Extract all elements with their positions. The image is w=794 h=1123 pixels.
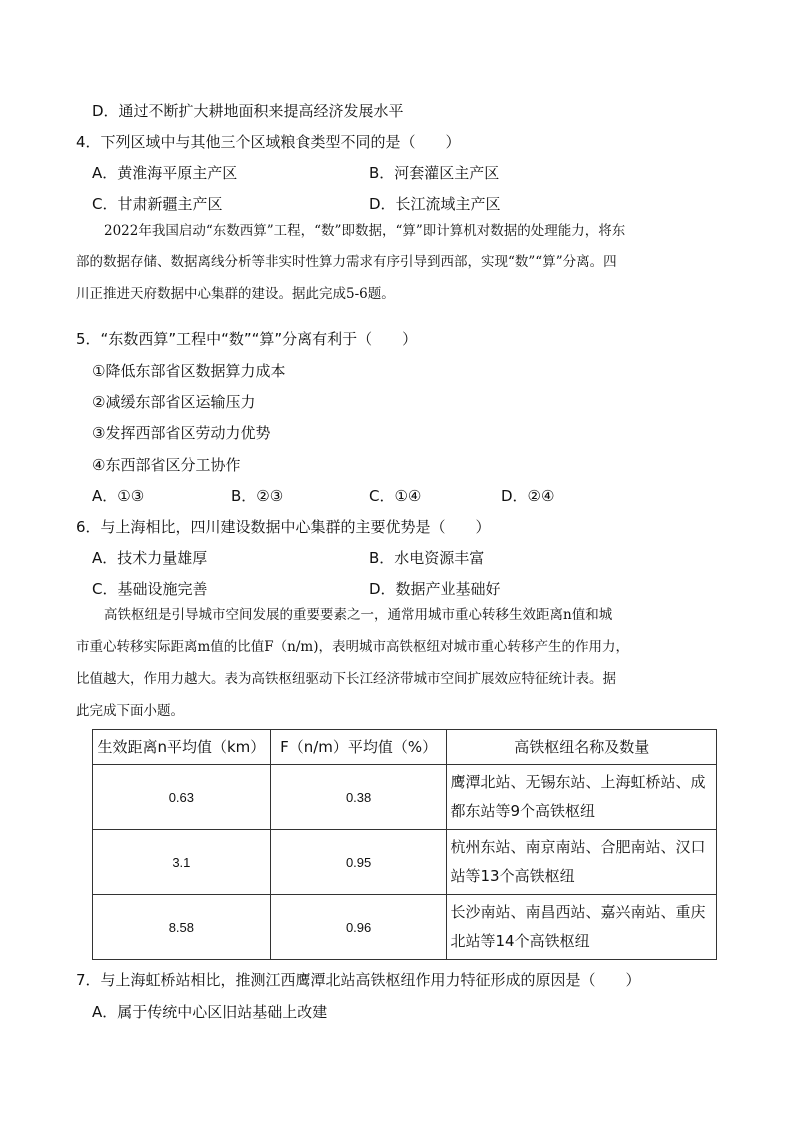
table-cell-distance: 8.58 (93, 895, 271, 960)
table-cell-f-value: 0.38 (270, 765, 447, 830)
passage2-line3: 比值越大，作用力越大。表为高铁枢纽驱动下长江经济带城市空间扩展效应特征统计表。据 (76, 671, 616, 687)
table-header-cell: 高铁枢纽名称及数量 (447, 730, 717, 765)
table-cell-f-value: 0.95 (270, 830, 447, 895)
q5-statement-1: ①降低东部省区数据算力成本 (92, 362, 286, 380)
q5-statement-3: ③发挥西部省区劳动力优势 (92, 424, 271, 442)
q4-option-b: B．河套灌区主产区 (369, 164, 500, 182)
q5-statement-2: ②减缓东部省区运输压力 (92, 393, 256, 411)
q5-option-d: D．②④ (501, 487, 555, 505)
q5-option-a: A．①③ (92, 487, 145, 505)
table-cell-hubs: 长沙南站、南昌西站、嘉兴南站、重庆北站等14个高铁枢纽 (447, 895, 717, 960)
table-cell-distance: 3.1 (93, 830, 271, 895)
table-row (93, 765, 717, 830)
passage1-line1: 2022年我国启动“东数西算”工程，“数”即数据，“算”即计算机对数据的处理能力，将东 (104, 223, 626, 239)
table-cell-hubs: 杭州东站、南京南站、合肥南站、汉口站等13个高铁枢纽 (447, 830, 717, 895)
q3-option-d: D．通过不断扩大耕地面积来提高经济发展水平 (92, 102, 404, 120)
q4-option-d: D．长江流域主产区 (369, 195, 501, 213)
passage2-line4: 此完成下面小题。 (76, 703, 184, 719)
table-header-cell: F（n/m）平均值（%） (270, 730, 447, 765)
table-row (93, 895, 717, 960)
q6-option-c: C．基础设施完善 (92, 580, 208, 598)
table-cell-hubs: 鹰潭北站、无锡东站、上海虹桥站、成都东站等9个高铁枢纽 (447, 765, 717, 830)
q4-stem: 4．下列区域中与其他三个区域粮食类型不同的是（ ） (76, 133, 461, 151)
q4-option-c: C．甘肃新疆主产区 (92, 195, 223, 213)
passage2-line2: 市重心转移实际距离m值的比值F（n/m)，表明城市高铁枢纽对城市重心转移产生的作用力， (76, 639, 629, 655)
q7-option-a: A．属于传统中心区旧站基础上改建 (92, 1003, 328, 1021)
q7-stem: 7．与上海虹桥站相比，推测江西鹰潭北站高铁枢纽作用力特征形成的原因是（ ） (76, 971, 641, 989)
hsr-hub-statistics-table (92, 729, 717, 960)
passage1-line2: 部的数据存储、数据离线分析等非实时性算力需求有序引导到西部，实现“数”“算”分离。四 (76, 254, 617, 270)
passage1-line3: 川正推进天府数据中心集群的建设。据此完成5-6题。 (76, 286, 395, 302)
table-cell-f-value: 0.96 (270, 895, 447, 960)
passage2-line1: 高铁枢纽是引导城市空间发展的重要要素之一，通常用城市重心转移生效距离n值和城 (104, 607, 613, 623)
q6-option-a: A．技术力量雄厚 (92, 549, 208, 567)
table-cell-distance: 0.63 (93, 765, 271, 830)
q5-stem: 5．“东数西算”工程中“数”“算”分离有利于（ ） (76, 330, 418, 348)
q5-option-c: C．①④ (369, 487, 422, 505)
table-header-row (93, 730, 717, 765)
q4-option-a: A．黄淮海平原主产区 (92, 164, 238, 182)
table-header-cell: 生效距离n平均值（km） (93, 730, 271, 765)
q6-stem: 6．与上海相比，四川建设数据中心集群的主要优势是（ ） (76, 518, 491, 536)
table-row (93, 830, 717, 895)
q5-option-b: B．②③ (231, 487, 284, 505)
q5-statement-4: ④东西部省区分工协作 (92, 456, 241, 474)
q6-option-d: D．数据产业基础好 (369, 580, 501, 598)
q6-option-b: B．水电资源丰富 (369, 549, 485, 567)
